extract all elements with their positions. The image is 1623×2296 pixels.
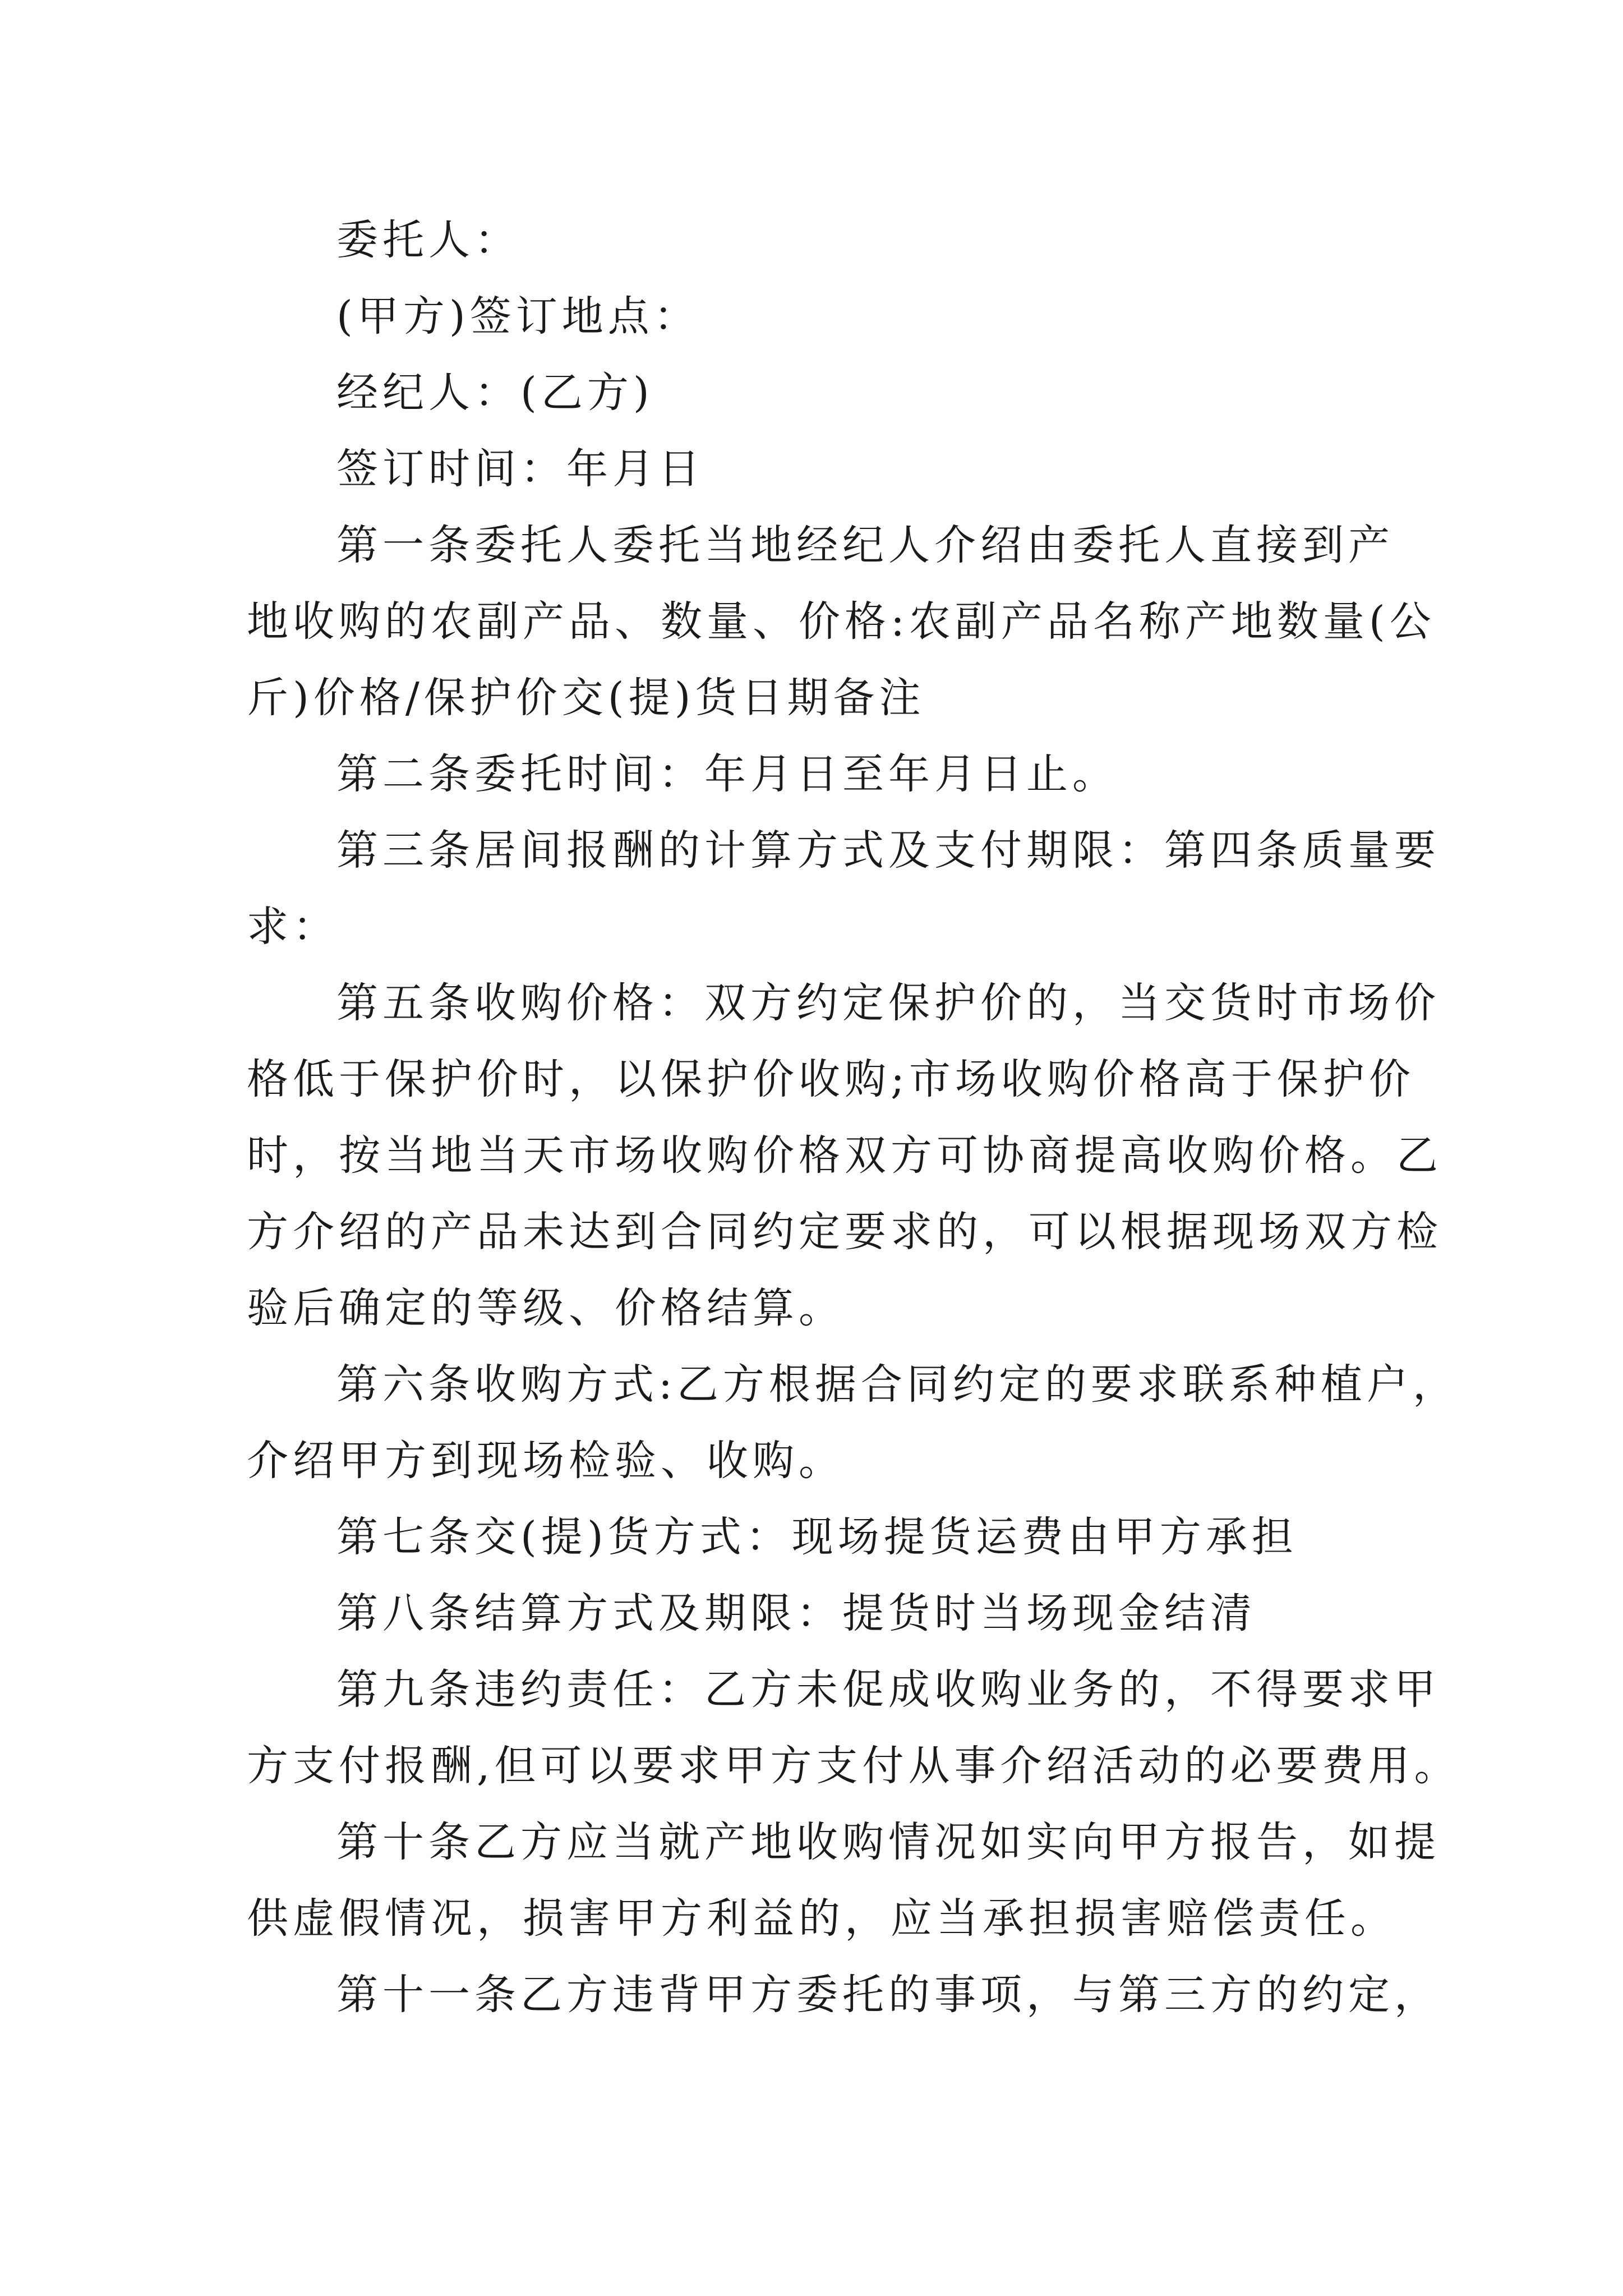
- article-10-line-1: 第十条乙方应当就产地收购情况如实向甲方报告，如提: [336, 1818, 1440, 1866]
- article-10-line-2: 供虚假情况，损害甲方利益的，应当承担损害赔偿责任。: [247, 1894, 1396, 1943]
- article-8-line-1: 第八条结算方式及期限：提货时当场现金结清: [336, 1589, 1256, 1637]
- article-9-line-1: 第九条违约责任：乙方未促成收购业务的，不得要求甲: [336, 1665, 1440, 1714]
- article-3-line-2: 求：: [247, 903, 339, 951]
- article-5-line-5: 验后确定的等级、价格结算。: [247, 1284, 845, 1332]
- article-5-line-4: 方介绍的产品未达到合同约定要求的，可以根据现场双方检: [247, 1208, 1442, 1256]
- signing-place-label: (甲方)签订地点：: [336, 292, 700, 341]
- document-page: [247, 202, 1460, 2033]
- article-9-line-2: 方支付报酬,但可以要求甲方支付从事介绍活动的必要费用。: [247, 1742, 1460, 1790]
- article-7-line-1: 第七条交(提)货方式：现场提货运费由甲方承担: [336, 1513, 1298, 1561]
- article-5-line-1: 第五条收购价格：双方约定保护价的，当交货时市场价: [336, 979, 1440, 1027]
- article-2-line-1: 第二条委托时间：年月日至年月日止。: [336, 750, 1118, 798]
- article-1-line-2: 地收购的农副产品、数量、价格:农副产品名称产地数量(公: [247, 597, 1436, 646]
- article-1-line-3: 斤)价格/保护价交(提)货日期备注: [247, 674, 925, 722]
- client-label: 委托人：: [336, 216, 520, 264]
- article-5-line-3: 时，按当地当天市场收购价格双方可协商提高收购价格。乙: [247, 1131, 1442, 1180]
- article-5-line-2: 格低于保护价时，以保护价收购;市场收购价格高于保护价: [247, 1055, 1415, 1103]
- article-6-line-2: 介绍甲方到现场检验、收购。: [247, 1437, 845, 1485]
- article-3-line-1: 第三条居间报酬的计算方式及支付期限：第四条质量要: [336, 826, 1440, 875]
- article-6-line-1: 第六条收购方式:乙方根据合同约定的要求联系种植户，: [336, 1360, 1459, 1409]
- article-11-line-1: 第十一条乙方违背甲方委托的事项，与第三方的约定，: [336, 1971, 1440, 2019]
- signing-date-label: 签订时间：年月日: [336, 445, 704, 493]
- article-1-line-1: 第一条委托人委托当地经纪人介绍由委托人直接到产: [336, 521, 1394, 569]
- broker-label: 经纪人：(乙方): [336, 369, 654, 417]
